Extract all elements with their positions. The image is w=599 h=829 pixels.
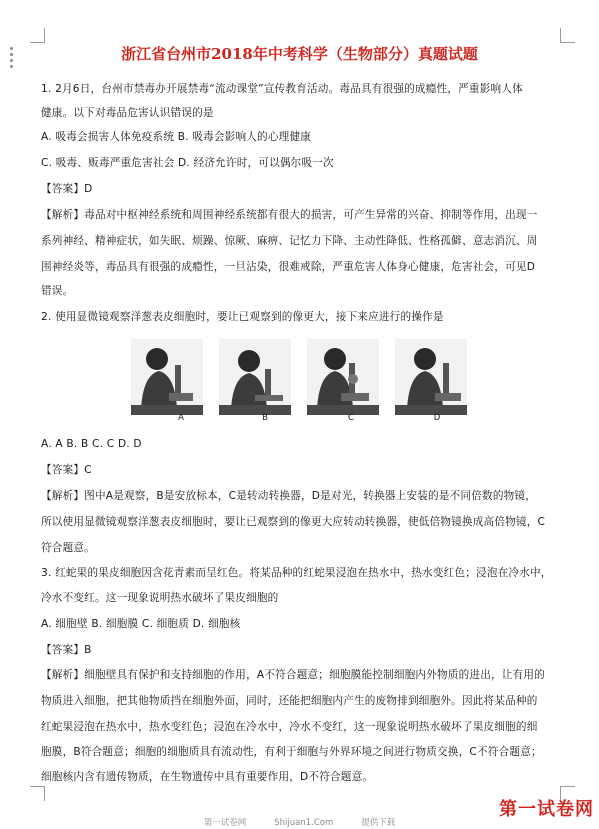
crop-mark-top-right	[560, 28, 575, 43]
crop-mark-top-left	[30, 28, 45, 43]
q2-stem: 2. 使用显微镜观察洋葱表皮细胞时，要让已观察到的像更大，接下来应进行的操作是	[41, 311, 444, 323]
q1-options-ab: A. 吸毒会损害人体免疫系统 B. 吸毒会影响人的心理健康	[41, 131, 312, 143]
q2-answer: 【答案】C	[41, 464, 92, 476]
q3-analysis-cont: 胞膜，B符合题意；细胞的细胞质具有流动性，有利于细胞与外界环境之间进行物质交换，C不符合题意；	[41, 746, 542, 758]
photo-a	[131, 339, 203, 415]
q2-options: A. A B. B C. C D. D	[41, 438, 142, 450]
photo-label-d: D	[433, 413, 441, 423]
q1-answer: 【答案】D	[41, 183, 93, 195]
photo-c	[307, 339, 379, 415]
q1-analysis-cont: 系列神经、精神症状，如失眠、烦躁、惊厥、麻痹、记忆力下降、主动性降低、性格孤僻、意志消沉、周	[41, 235, 538, 247]
q1-analysis: 【解析】毒品对中枢神经系统和周围神经系统都有很大的损害，可产生异常的兴奋、抑制等作用，出现一	[41, 209, 538, 221]
q3-stem-cont: 冷水不变红。这一现象说明热水破坏了果皮细胞的	[41, 592, 279, 604]
microscope-figure	[131, 339, 469, 425]
photo-d	[395, 339, 467, 415]
photo-label-b: B	[262, 413, 268, 423]
q3-analysis-end: 细胞核内含有遗传物质，在生物遗传中具有重要作用，D不符合题意。	[41, 771, 374, 783]
q3-analysis-cont: 物质进入细胞，把其他物质挡在细胞外面，同时，还能把细胞内产生的废物排到细胞外。因此将某品种的	[41, 695, 538, 707]
footer-url[interactable]: Shijuan1.Com	[274, 818, 334, 828]
page-title: 浙江省台州市2018年中考科学（生物部分）真题试题	[121, 45, 478, 63]
page-footer	[0, 816, 599, 828]
q3-options: A. 细胞壁 B. 细胞膜 C. 细胞质 D. 细胞核	[41, 618, 241, 630]
footer-download: 提供下载	[361, 818, 396, 828]
q2-analysis-end: 符合题意。	[41, 542, 95, 554]
photo-label-a: A	[178, 413, 184, 423]
q2-analysis-cont: 所以使用显微镜观察洋葱表皮细胞时，要让已观察到的像更大应转动转换器，使低倍物镜换成高倍物镜，C	[41, 516, 546, 528]
q1-analysis-cont: 围神经炎等，毒品具有很强的成瘾性，一旦沾染，很难戒除，严重危害人体身心健康，危害社会，可见D	[41, 261, 536, 273]
crop-mark-bottom-left	[30, 786, 45, 801]
photo-label-c: C	[348, 413, 354, 423]
q3-analysis-cont: 红蛇果浸泡在热水中，热水变红色；浸泡在冷水中，冷水不变红，这一现象说明热水破坏了果皮细胞的细	[41, 721, 538, 733]
q1-stem: 1. 2月6日，台州市禁毒办开展禁毒“流动课堂”宣传教育活动。毒品具有很强的成瘾性，严重影响人体	[41, 83, 523, 95]
q2-analysis: 【解析】图中A是观察，B是安放标本，C是转动转换器，D是对光，转换器上安装的是不同倍数的物镜，	[41, 490, 536, 502]
footer-site-name: 第一试卷网	[203, 818, 247, 828]
q1-analysis-end: 错误。	[41, 285, 74, 297]
q3-analysis: 【解析】细胞壁具有保护和支持细胞的作用，A不符合题意；细胞膜能控制细胞内外物质的进出，让有用的	[41, 669, 545, 681]
q1-stem-cont: 健康。以下对毒品危害认识错误的是	[41, 107, 214, 119]
photo-b	[219, 339, 291, 415]
q1-options-cd: C. 吸毒、贩毒严重危害社会 D. 经济允许时，可以偶尔吸一次	[41, 157, 334, 169]
brand-watermark: 第一试卷网	[499, 799, 594, 820]
q3-stem: 3. 红蛇果的果皮细胞因含花青素而呈红色。将某品种的红蛇果浸泡在热水中，热水变红色；浸泡在冷水中，	[41, 567, 552, 579]
q3-answer: 【答案】B	[41, 644, 92, 656]
